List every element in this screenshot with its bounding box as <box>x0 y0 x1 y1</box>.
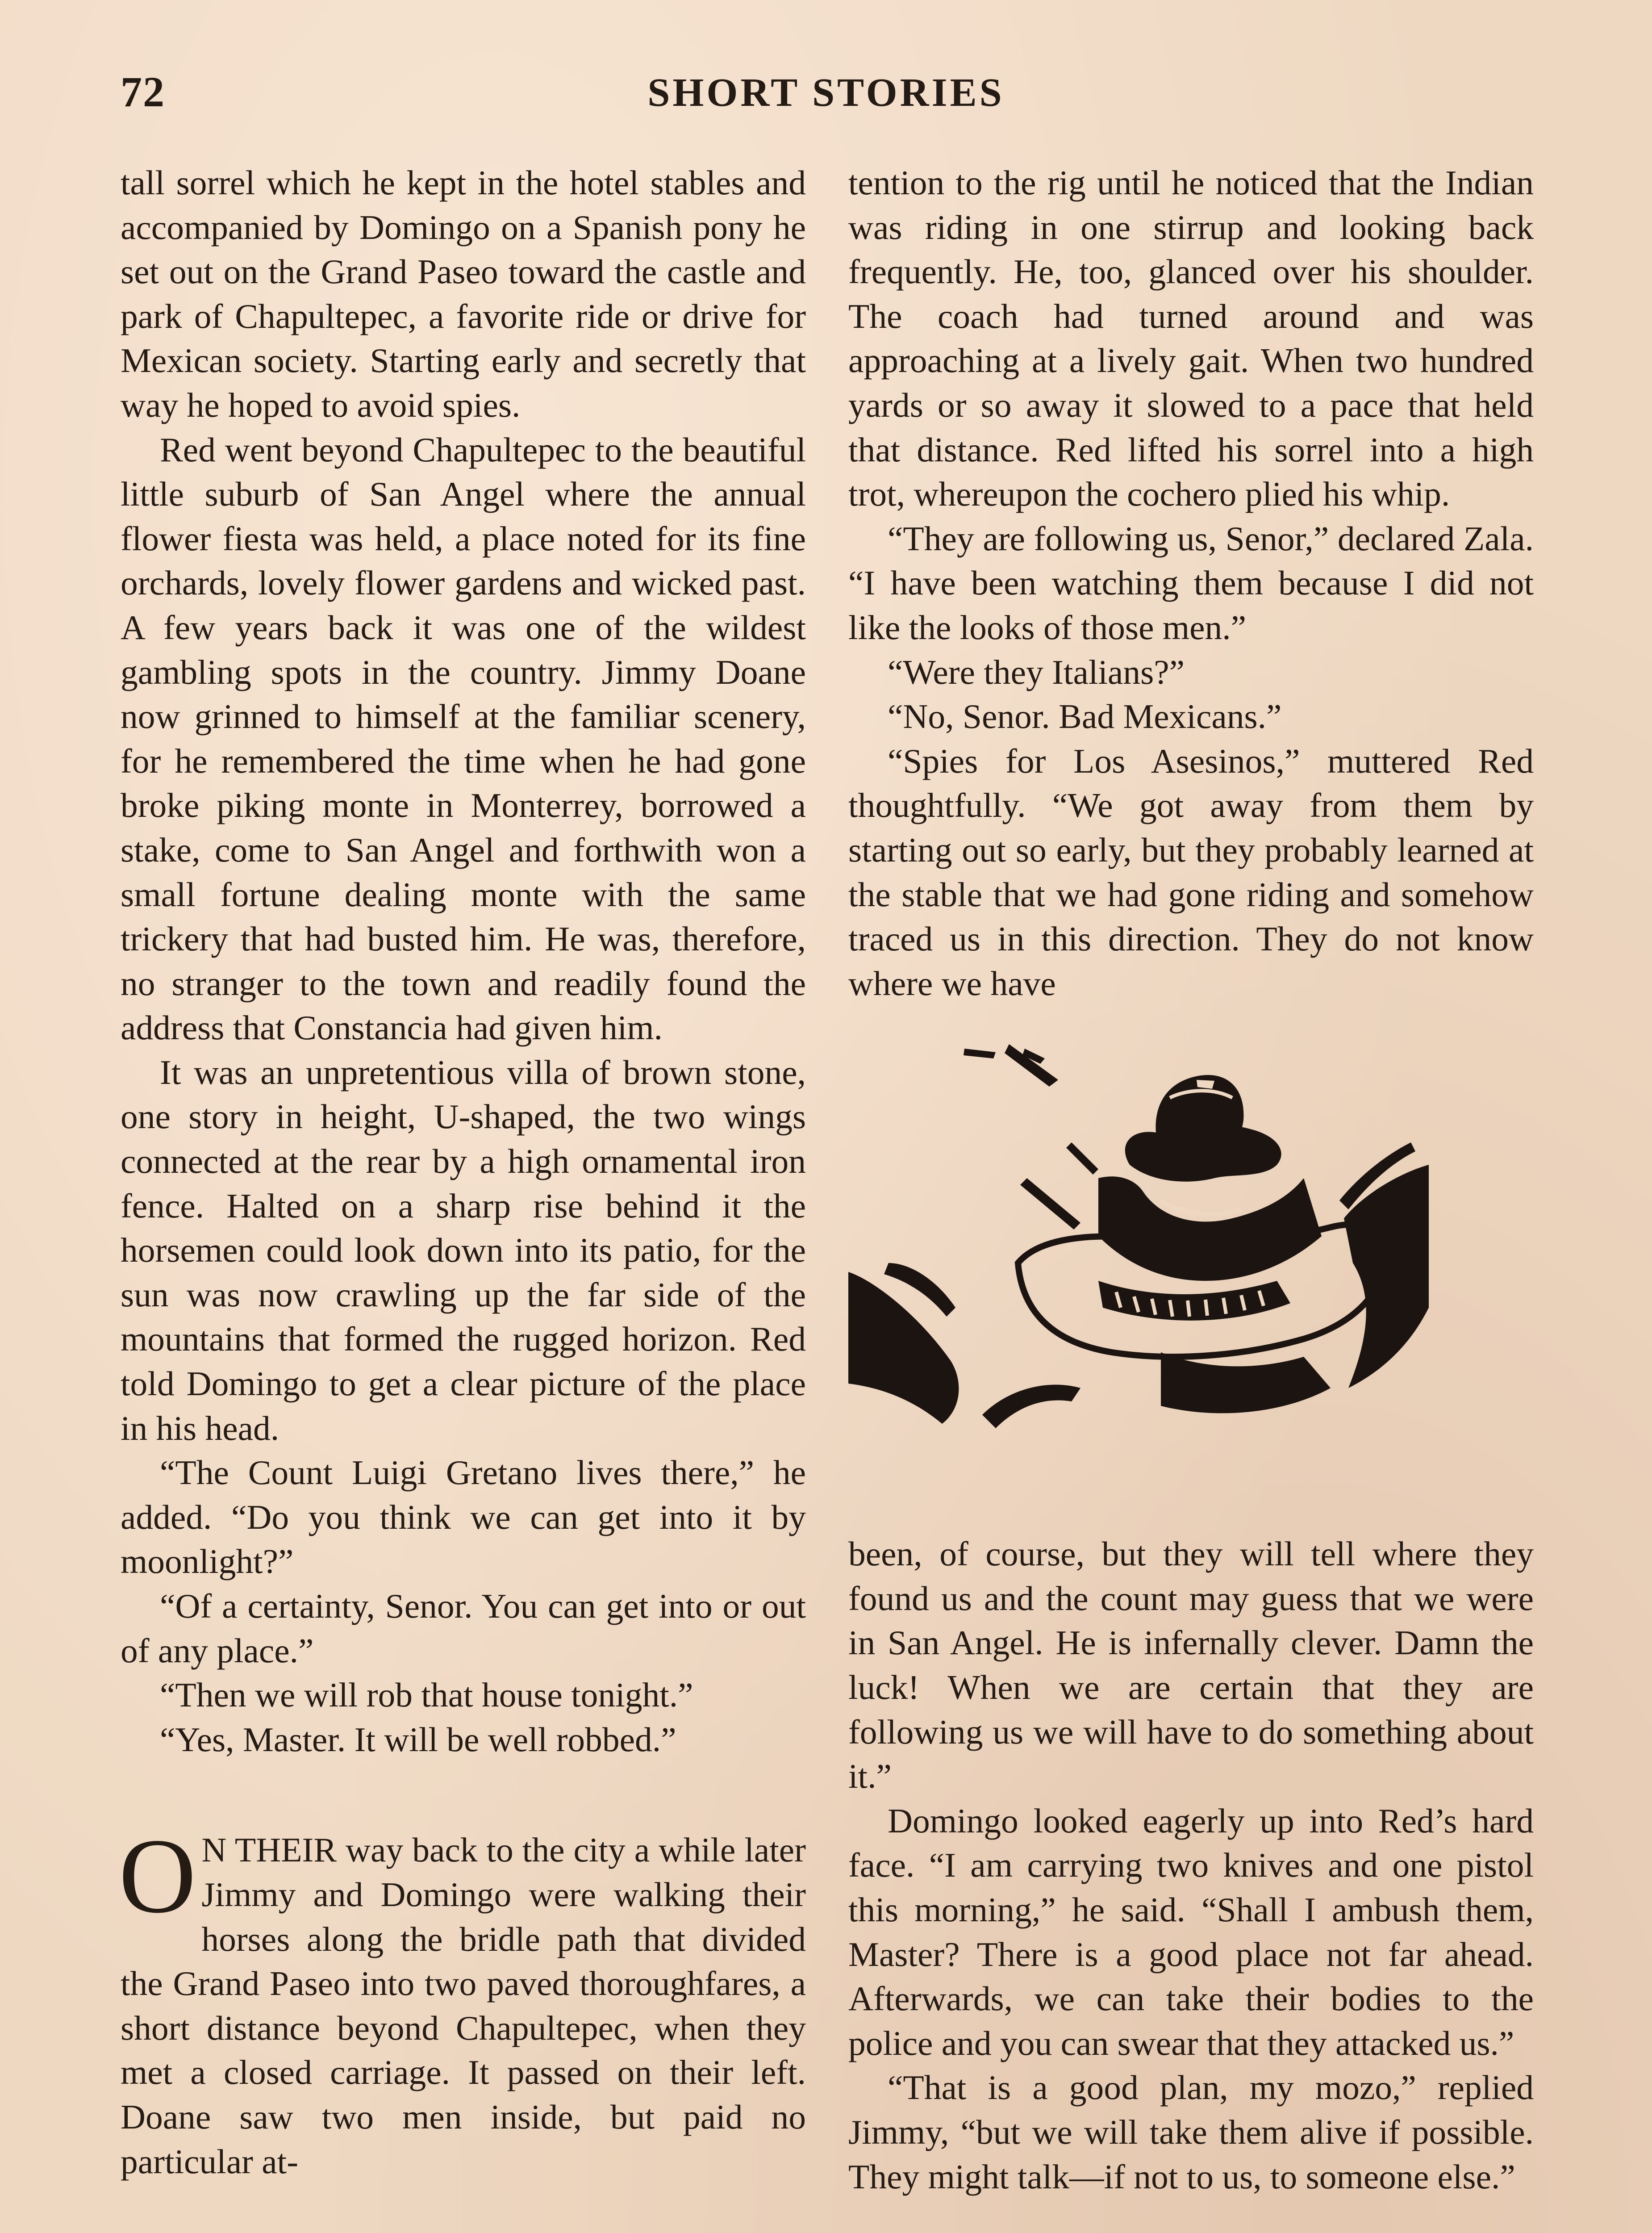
ink-illustration <box>848 1031 1534 1509</box>
left-column <box>121 161 806 2184</box>
paragraph: Red went beyond Chapultepec to the beautiful little suburb of San Angel where the annual flower fiesta was held, a place noted for its fine orchards, lovely flower gardens and wicked past. A few years back it was one of the wildest gambling spots in the country. Jimmy Doane now grinned to himself at the familiar scenery, for he remembered the time when he had gone broke piking monte in Monterrey, borrowed a stake, come to San Angel and forthwith won a small fortune dealing monte with the same trickery that had busted him. He was, therefore, no stranger to the town and readily found the address that Constancia had given him. <box>121 430 806 1047</box>
page-header <box>121 67 1531 130</box>
paragraph: “Of a certainty, Senor. You can get into or out of any place.” <box>121 1587 806 1670</box>
section-text: N THEIR way back to the city a while later Jimmy and Domingo were walking their horses along the bridle path that divided the Grand Paseo into two paved thoroughfares, a short distance beyond Chapultepec, when they met a closed carriage. It passed on their left. Doane saw two men inside, but paid no particular at- <box>121 1831 806 2181</box>
paragraph: Domingo looked eagerly up into Red’s hard face. “I am carrying two knives and one pistol this morning,” he said. “Shall I ambush them, Master? There is a good place not far ahead. Afterwards, we can take their bodies to the police and you can swear that they attacked us.” <box>848 1801 1534 2062</box>
page-number: 72 <box>121 68 165 116</box>
paragraph: “Yes, Master. It will be well robbed.” <box>160 1720 676 1759</box>
rider-sketch-icon <box>848 1031 1534 1509</box>
section-opening-paragraph <box>119 1816 806 2184</box>
paragraph: “No, Senor. Bad Mexicans.” <box>888 697 1282 736</box>
paragraph: “Then we will rob that house tonight.” <box>160 1676 693 1714</box>
paragraph: tall sorrel which he kept in the hotel stables and accompanied by Domingo on a Spanish pony he set out on the Grand Paseo toward the castle and park of Chapultepec, a favorite ride or drive for Mexican society. Starting early and secretly that way he hoped to avoid spies. <box>121 163 806 424</box>
magazine-title: SHORT STORIES <box>647 71 1005 115</box>
paragraph: “The Count Luigi Gretano lives there,” he added. “Do you think we can get into it by moonlight?” <box>121 1453 806 1581</box>
paragraph: It was an unpretentious villa of brown stone, one story in height, U-shaped, the two wings connected at the rear by a high ornamental iron fence. Halted on a sharp rise behind it the horsemen could look down into its patio, for the sun was now crawling up the far side of the mountains that formed the rugged horizon. Red told Domingo to get a clear picture of the place in his head. <box>121 1053 806 1447</box>
paragraph: “Were they Italians?” <box>888 652 1185 691</box>
paragraph: been, of course, but they will tell where they found us and the count may guess that we were in San Angel. He is infernally clever. Damn the luck! When we are certain that they are following us we will have to do something about it.” <box>848 1535 1534 1796</box>
paragraph: “That is a good plan, my mozo,” replied Jimmy, “but we will take them alive if possible. They might talk—if not to us, to someone else.” <box>848 2068 1534 2196</box>
paragraph: tention to the rig until he noticed that the Indian was riding in one stirrup and looking back frequently. He, too, glanced over his shoulder. The coach had turned around and was approaching at a lively gait. When two hundred yards or so away it slowed to a pace that held that distance. Red lifted his sorrel into a high trot, whereupon the cochero plied his whip. <box>848 163 1534 514</box>
right-column <box>848 161 1534 2199</box>
paragraph: “Spies for Los Asesinos,” muttered Red thoughtfully. “We got away from them by starting out so early, but they probably learned at the stable that we had gone riding and somehow traced us in this direction. They do not know where we have <box>848 741 1534 1003</box>
paragraph: “They are following us, Senor,” declared Zala. “I have been watching them because I did not like the looks of those men.” <box>848 519 1534 647</box>
drop-cap: O <box>119 1816 196 1936</box>
